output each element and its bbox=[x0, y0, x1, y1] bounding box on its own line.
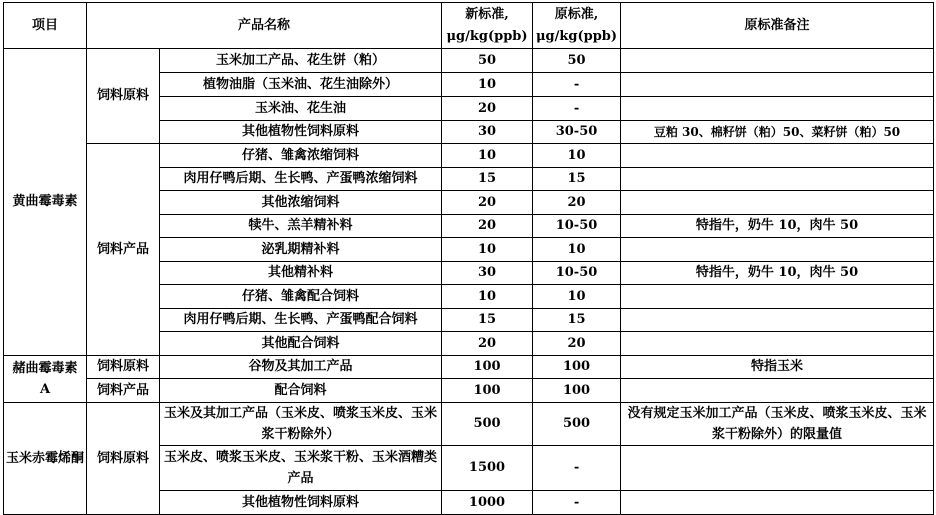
remark bbox=[621, 144, 934, 168]
old-standard-value: 30-50 bbox=[533, 121, 621, 144]
product-name: 配合饲料 bbox=[160, 379, 442, 403]
product-name: 仔猪、雏禽配合饲料 bbox=[160, 285, 442, 309]
old-standard-value: 10 bbox=[533, 144, 621, 168]
old-standard-value: 15 bbox=[533, 309, 621, 332]
remark bbox=[621, 73, 934, 97]
subgroup-feed-product: 饲料产品 bbox=[87, 379, 160, 403]
old-standard-value: 20 bbox=[533, 332, 621, 356]
remark bbox=[621, 49, 934, 73]
group-ochratoxin: 赭曲霉毒素 A bbox=[4, 356, 87, 403]
product-name: 植物油脂（玉米油、花生油除外） bbox=[160, 73, 442, 97]
old-standard-value: 100 bbox=[533, 379, 621, 403]
remark: 豆粕 30、棉籽饼（粕）50、菜籽饼（粕）50 bbox=[621, 121, 934, 144]
product-name: 玉米及其加工产品（玉米皮、喷浆玉米皮、玉米浆干粉除外） bbox=[160, 403, 442, 446]
mycotoxin-limit-table bbox=[3, 2, 934, 515]
remark bbox=[621, 379, 934, 403]
table-row bbox=[4, 379, 934, 403]
new-standard-value: 30 bbox=[442, 262, 533, 285]
new-standard-value: 10 bbox=[442, 238, 533, 262]
product-name: 其他植物性饲料原料 bbox=[160, 121, 442, 144]
remark bbox=[621, 309, 934, 332]
table-row bbox=[4, 356, 934, 379]
old-standard-value: 500 bbox=[533, 403, 621, 446]
old-standard-value: 10 bbox=[533, 285, 621, 309]
new-standard-value: 100 bbox=[442, 356, 533, 379]
product-name: 其他浓缩饲料 bbox=[160, 191, 442, 215]
old-standard-value: - bbox=[533, 97, 621, 121]
remark bbox=[621, 446, 934, 491]
subgroup-feed-material: 饲料原料 bbox=[87, 49, 160, 144]
old-standard-value: 10-50 bbox=[533, 215, 621, 238]
header-old-standard: 原标准, μg/kg(ppb) bbox=[533, 3, 621, 49]
remark bbox=[621, 191, 934, 215]
remark bbox=[621, 97, 934, 121]
subgroup-feed-material: 饲料原料 bbox=[87, 403, 160, 515]
remark: 特指牛，奶牛 10，肉牛 50 bbox=[621, 215, 934, 238]
new-standard-value: 1500 bbox=[442, 446, 533, 491]
group-zearalenone: 玉米赤霉烯酮 bbox=[4, 403, 87, 515]
remark: 特指玉米 bbox=[621, 356, 934, 379]
old-standard-value: - bbox=[533, 73, 621, 97]
remark bbox=[621, 491, 934, 515]
new-standard-value: 20 bbox=[442, 191, 533, 215]
remark: 没有规定玉米加工产品（玉米皮、喷浆玉米皮、玉米浆干粉除外）的限量值 bbox=[621, 403, 934, 446]
product-name: 玉米油、花生油 bbox=[160, 97, 442, 121]
remark bbox=[621, 168, 934, 191]
remark bbox=[621, 332, 934, 356]
old-standard-value: 15 bbox=[533, 168, 621, 191]
old-standard-value: 100 bbox=[533, 356, 621, 379]
remark bbox=[621, 238, 934, 262]
new-standard-value: 20 bbox=[442, 332, 533, 356]
product-name: 其他植物性饲料原料 bbox=[160, 491, 442, 515]
old-standard-value: - bbox=[533, 446, 621, 491]
product-name: 玉米加工产品、花生饼（粕） bbox=[160, 49, 442, 73]
new-standard-value: 15 bbox=[442, 309, 533, 332]
product-name: 其他精补料 bbox=[160, 262, 442, 285]
product-name: 犊牛、羔羊精补料 bbox=[160, 215, 442, 238]
new-standard-value: 20 bbox=[442, 97, 533, 121]
header-product: 产品名称 bbox=[87, 3, 442, 49]
new-standard-value: 500 bbox=[442, 403, 533, 446]
header-row bbox=[4, 3, 934, 49]
subgroup-feed-material: 饲料原料 bbox=[87, 356, 160, 379]
new-standard-value: 20 bbox=[442, 215, 533, 238]
new-standard-value: 1000 bbox=[442, 491, 533, 515]
old-standard-value: 10-50 bbox=[533, 262, 621, 285]
new-standard-value: 100 bbox=[442, 379, 533, 403]
header-new-standard: 新标准, μg/kg(ppb) bbox=[442, 3, 533, 49]
subgroup-feed-product: 饲料产品 bbox=[87, 144, 160, 356]
old-standard-value: 10 bbox=[533, 238, 621, 262]
product-name: 泌乳期精补料 bbox=[160, 238, 442, 262]
header-item: 项目 bbox=[4, 3, 87, 49]
product-name: 玉米皮、喷浆玉米皮、玉米浆干粉、玉米酒糟类产品 bbox=[160, 446, 442, 491]
old-standard-value: - bbox=[533, 491, 621, 515]
new-standard-value: 50 bbox=[442, 49, 533, 73]
table-row bbox=[4, 144, 934, 168]
header-remark: 原标准备注 bbox=[621, 3, 934, 49]
old-standard-value: 50 bbox=[533, 49, 621, 73]
group-aflatoxin: 黄曲霉毒素 bbox=[4, 49, 87, 356]
new-standard-value: 15 bbox=[442, 168, 533, 191]
table-row bbox=[4, 49, 934, 73]
new-standard-value: 30 bbox=[442, 121, 533, 144]
old-standard-value: 20 bbox=[533, 191, 621, 215]
table-row bbox=[4, 403, 934, 446]
product-name: 仔猪、雏禽浓缩饲料 bbox=[160, 144, 442, 168]
product-name: 其他配合饲料 bbox=[160, 332, 442, 356]
remark: 特指牛，奶牛 10，肉牛 50 bbox=[621, 262, 934, 285]
product-name: 谷物及其加工产品 bbox=[160, 356, 442, 379]
new-standard-value: 10 bbox=[442, 73, 533, 97]
remark bbox=[621, 285, 934, 309]
product-name: 肉用仔鸭后期、生长鸭、产蛋鸭配合饲料 bbox=[160, 309, 442, 332]
product-name: 肉用仔鸭后期、生长鸭、产蛋鸭浓缩饲料 bbox=[160, 168, 442, 191]
new-standard-value: 10 bbox=[442, 285, 533, 309]
new-standard-value: 10 bbox=[442, 144, 533, 168]
